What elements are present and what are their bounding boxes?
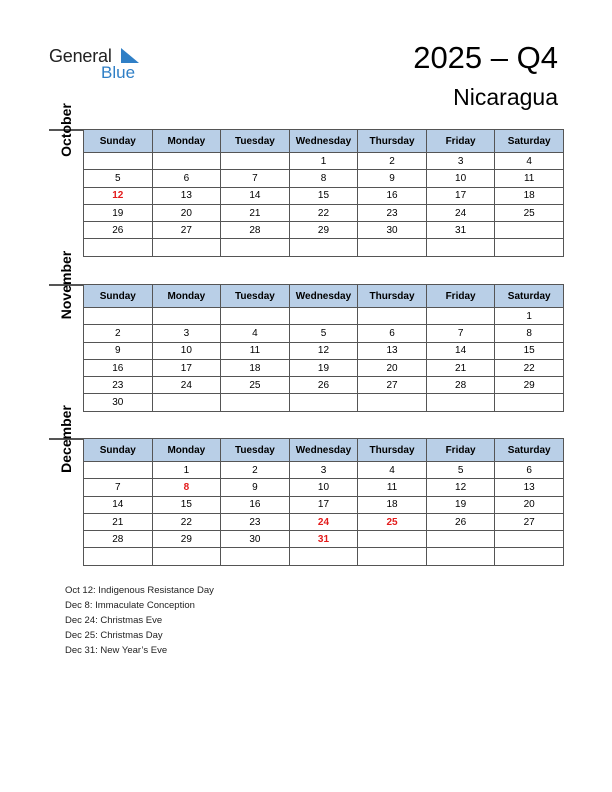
month-label [49,250,83,320]
day-cell: 5 [426,462,495,479]
day-cell: 12 [84,187,153,204]
empty-day-cell [152,153,221,170]
empty-day-cell [84,548,153,565]
empty-day-cell [426,394,495,411]
day-cell: 12 [289,342,358,359]
holiday-note: Dec 25: Christmas Day [65,630,163,641]
day-cell: 14 [426,342,495,359]
day-cell: 11 [358,479,427,496]
weekday-header-row [84,130,564,153]
empty-day-cell [152,548,221,565]
day-cell: 31 [426,222,495,239]
empty-day-cell [495,239,564,256]
logo-word-blue: Blue [101,63,136,82]
day-cell: 29 [289,222,358,239]
day-cell: 16 [84,359,153,376]
day-cell: 13 [358,342,427,359]
day-cell: 18 [495,187,564,204]
week-row [84,531,564,548]
day-cell: 13 [495,479,564,496]
week-row [84,153,564,170]
day-cell: 6 [495,462,564,479]
day-cell: 2 [358,153,427,170]
generalblue-logo [49,44,149,84]
holiday-note: Dec 31: New Year’s Eve [65,645,168,656]
weekday-header: Saturday [495,130,564,153]
empty-day-cell [221,239,290,256]
empty-day-cell [495,548,564,565]
day-cell: 31 [289,531,358,548]
day-cell: 15 [289,187,358,204]
day-cell: 9 [84,342,153,359]
day-cell: 20 [495,496,564,513]
empty-day-cell [221,394,290,411]
day-cell: 30 [84,394,153,411]
empty-day-cell [495,222,564,239]
day-cell: 16 [221,496,290,513]
day-cell: 19 [289,359,358,376]
week-row [84,170,564,187]
empty-day-cell [495,531,564,548]
weekday-header: Monday [152,285,221,308]
holiday-note: Dec 24: Christmas Eve [65,615,163,626]
calendar-table [83,129,564,257]
day-cell: 9 [221,479,290,496]
day-cell: 27 [358,377,427,394]
week-row [84,359,564,376]
day-cell: 8 [289,170,358,187]
day-cell: 22 [152,513,221,530]
day-cell: 5 [289,325,358,342]
day-cell: 25 [358,513,427,530]
day-cell: 30 [221,531,290,548]
empty-day-cell [84,462,153,479]
day-cell: 16 [358,187,427,204]
day-cell: 28 [84,531,153,548]
empty-day-cell [358,394,427,411]
day-cell: 18 [221,359,290,376]
week-row [84,548,564,565]
empty-day-cell [495,394,564,411]
weekday-header: Tuesday [221,130,290,153]
day-cell: 22 [495,359,564,376]
calendar-table [83,438,564,566]
weekday-header-row [84,439,564,462]
weekday-header: Thursday [358,439,427,462]
day-cell: 8 [495,325,564,342]
day-cell: 12 [426,479,495,496]
day-cell: 14 [84,496,153,513]
day-cell: 28 [221,222,290,239]
empty-day-cell [221,548,290,565]
month-label [49,103,83,157]
week-row [84,462,564,479]
day-cell: 6 [358,325,427,342]
day-cell: 23 [221,513,290,530]
day-cell: 10 [152,342,221,359]
weekday-header: Saturday [495,285,564,308]
weekday-header: Friday [426,130,495,153]
empty-day-cell [221,308,290,325]
empty-day-cell [426,548,495,565]
day-cell: 15 [495,342,564,359]
empty-day-cell [289,308,358,325]
week-row [84,342,564,359]
weekday-header: Sunday [84,439,153,462]
day-cell: 17 [152,359,221,376]
week-row [84,394,564,411]
weekday-header: Sunday [84,285,153,308]
week-row [84,325,564,342]
empty-day-cell [152,394,221,411]
empty-day-cell [358,308,427,325]
day-cell: 24 [426,204,495,221]
day-cell: 25 [221,377,290,394]
day-cell: 11 [495,170,564,187]
day-cell: 7 [221,170,290,187]
day-cell: 11 [221,342,290,359]
day-cell: 23 [358,204,427,221]
weekday-header: Sunday [84,130,153,153]
logo-word-general: General [49,46,112,66]
day-cell: 29 [152,531,221,548]
day-cell: 3 [426,153,495,170]
week-row [84,377,564,394]
week-row [84,496,564,513]
page-title: 2025 – Q4 [413,40,558,75]
empty-day-cell [84,153,153,170]
day-cell: 28 [426,377,495,394]
weekday-header: Wednesday [289,285,358,308]
week-row [84,222,564,239]
day-cell: 24 [289,513,358,530]
empty-day-cell [84,308,153,325]
weekday-header-row [84,285,564,308]
month-name: December [58,405,74,473]
empty-day-cell [358,548,427,565]
day-cell: 21 [221,204,290,221]
day-cell: 30 [358,222,427,239]
day-cell: 3 [152,325,221,342]
day-cell: 19 [84,204,153,221]
weekday-header: Friday [426,285,495,308]
day-cell: 27 [152,222,221,239]
week-row [84,479,564,496]
day-cell: 6 [152,170,221,187]
weekday-header: Wednesday [289,130,358,153]
weekday-header: Wednesday [289,439,358,462]
empty-day-cell [289,394,358,411]
day-cell: 15 [152,496,221,513]
day-cell: 9 [358,170,427,187]
day-cell: 21 [84,513,153,530]
day-cell: 23 [84,377,153,394]
day-cell: 5 [84,170,153,187]
day-cell: 25 [495,204,564,221]
weekday-header: Monday [152,439,221,462]
empty-day-cell [84,239,153,256]
empty-day-cell [289,548,358,565]
week-row [84,513,564,530]
day-cell: 7 [84,479,153,496]
country-name: Nicaragua [453,84,558,110]
empty-day-cell [426,531,495,548]
day-cell: 18 [358,496,427,513]
calendar-table [83,284,564,412]
day-cell: 4 [221,325,290,342]
week-row [84,239,564,256]
day-cell: 1 [495,308,564,325]
day-cell: 26 [289,377,358,394]
day-cell: 13 [152,187,221,204]
day-cell: 26 [84,222,153,239]
weekday-header: Tuesday [221,439,290,462]
holiday-notes [65,583,214,658]
day-cell: 4 [358,462,427,479]
day-cell: 20 [152,204,221,221]
empty-day-cell [289,239,358,256]
day-cell: 7 [426,325,495,342]
weekday-header: Tuesday [221,285,290,308]
weekday-header: Monday [152,130,221,153]
day-cell: 1 [289,153,358,170]
weekday-header: Thursday [358,285,427,308]
empty-day-cell [426,239,495,256]
day-cell: 1 [152,462,221,479]
empty-day-cell [152,239,221,256]
weekday-header: Saturday [495,439,564,462]
day-cell: 27 [495,513,564,530]
weekday-header: Friday [426,439,495,462]
day-cell: 4 [495,153,564,170]
day-cell: 8 [152,479,221,496]
day-cell: 17 [426,187,495,204]
day-cell: 19 [426,496,495,513]
empty-day-cell [221,153,290,170]
day-cell: 14 [221,187,290,204]
empty-day-cell [358,239,427,256]
empty-day-cell [152,308,221,325]
day-cell: 2 [84,325,153,342]
empty-day-cell [426,308,495,325]
month-name: November [58,250,74,320]
month-label [49,405,83,473]
day-cell: 2 [221,462,290,479]
week-row [84,204,564,221]
week-row [84,308,564,325]
day-cell: 22 [289,204,358,221]
month-name: October [58,103,74,157]
holiday-note: Dec 8: Immaculate Conception [65,600,195,611]
day-cell: 24 [152,377,221,394]
day-cell: 26 [426,513,495,530]
weekday-header: Thursday [358,130,427,153]
week-row [84,187,564,204]
day-cell: 20 [358,359,427,376]
day-cell: 10 [426,170,495,187]
logo-triangle-icon [121,48,139,63]
day-cell: 21 [426,359,495,376]
holiday-note: Oct 12: Indigenous Resistance Day [65,585,214,596]
day-cell: 3 [289,462,358,479]
day-cell: 17 [289,496,358,513]
day-cell: 29 [495,377,564,394]
day-cell: 10 [289,479,358,496]
empty-day-cell [358,531,427,548]
